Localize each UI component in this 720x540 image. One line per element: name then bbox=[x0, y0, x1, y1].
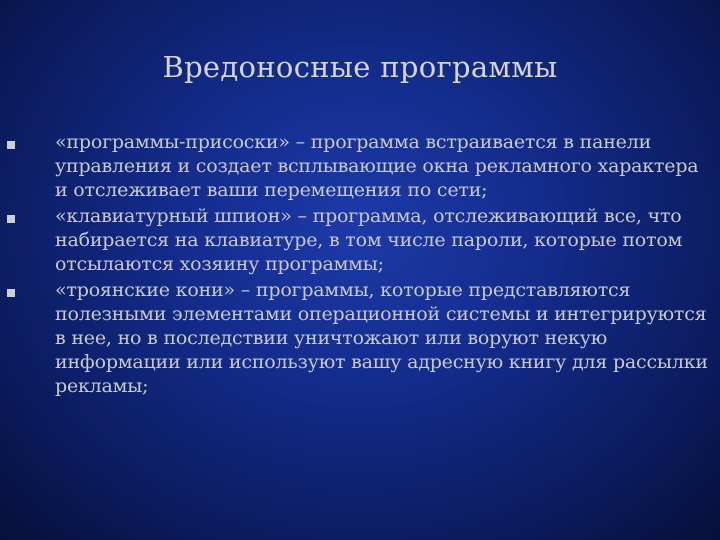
list-item bbox=[0, 204, 720, 276]
slide-title: Вредоносные программы bbox=[162, 50, 558, 84]
list-item bbox=[0, 278, 720, 398]
square-bullet-icon bbox=[7, 141, 15, 149]
bullet-list bbox=[0, 130, 720, 400]
list-item bbox=[0, 130, 720, 202]
square-bullet-icon bbox=[7, 215, 15, 223]
bullet-text: «троянские кони» – программы, которые представляются полезными элементами операционной системы и интегрируются в нее, но в последствии уничтожают или воруют некую информации или используют вашу адресную книгу для рассылки рекламы; bbox=[55, 279, 708, 397]
bullet-text: «клавиатурный шпион» – программа, отслеживающий все, что набирается на клавиатуре, в том числе пароли, которые потом отсылаются хозяину программы; bbox=[55, 205, 683, 275]
bullet-text: «программы-присоски» – программа встраивается в панели управления и создает всплывающие окна рекламного характера и отслеживает ваши перемещения по сети; bbox=[55, 131, 699, 201]
square-bullet-icon bbox=[7, 289, 15, 297]
